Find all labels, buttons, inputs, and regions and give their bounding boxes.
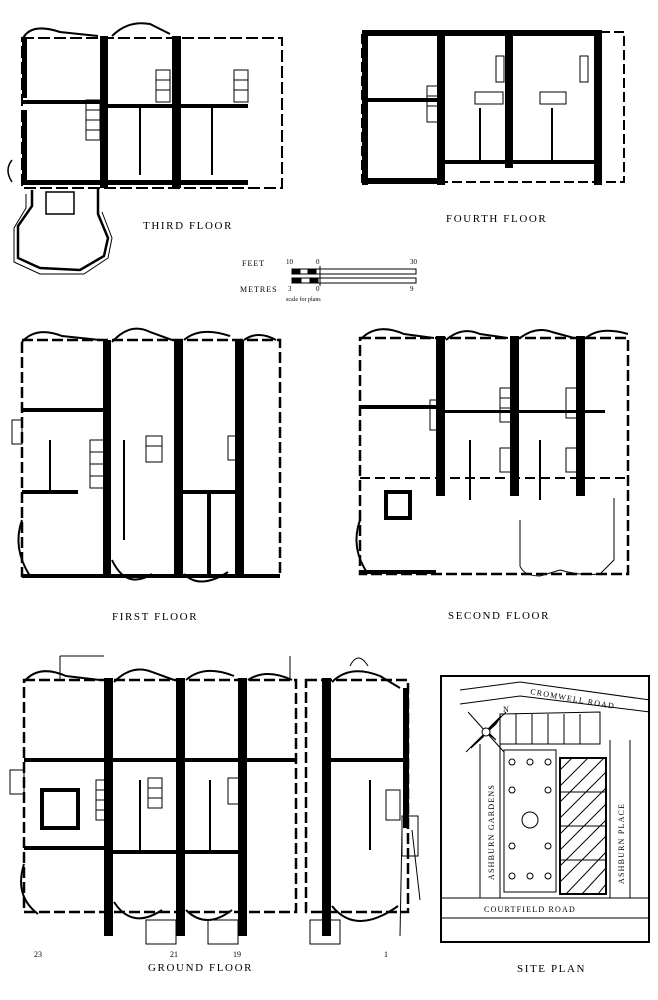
house-number-19: 19 <box>233 950 241 959</box>
scale-caption: scale for plans <box>286 297 321 303</box>
street-ashburn-place: ASHBURN PLACE <box>617 802 626 884</box>
scale-feet-right: 30 <box>410 258 417 266</box>
street-cromwell-road: CROMWELL ROAD <box>529 687 616 711</box>
scale-feet-zero: 0 <box>316 258 320 266</box>
first-floor-label: FIRST FLOOR <box>112 611 199 623</box>
second-floor-label: SECOND FLOOR <box>448 610 551 622</box>
scale-bar <box>292 266 416 286</box>
site-plan-label: SITE PLAN <box>517 963 587 975</box>
fourth-floor-label: FOURTH FLOOR <box>446 213 548 225</box>
scale-metres-left: 3 <box>288 285 292 293</box>
street-courtfield-road: COURTFIELD ROAD <box>484 905 576 914</box>
scale-metres-right: 9 <box>410 285 414 293</box>
house-number-21: 21 <box>170 950 178 959</box>
scale-metres-zero: 0 <box>316 285 320 293</box>
first-floor-plan <box>12 329 280 582</box>
third-floor-label: THIRD FLOOR <box>143 220 234 232</box>
third-floor-plan <box>8 23 282 274</box>
second-floor-plan <box>356 329 628 576</box>
street-ashburn-gardens: ASHBURN GARDENS <box>487 783 496 880</box>
scale-metres-label: METRES <box>240 285 278 294</box>
ground-floor-plan <box>10 656 420 944</box>
scale-feet-left: 10 <box>286 258 293 266</box>
ground-floor-label: GROUND FLOOR <box>148 962 254 974</box>
fourth-floor-plan <box>362 30 624 185</box>
house-number-1: 1 <box>384 950 388 959</box>
house-number-23: 23 <box>34 950 42 959</box>
scale-feet-label: FEET <box>242 259 266 268</box>
compass-north-label: N <box>503 705 509 714</box>
